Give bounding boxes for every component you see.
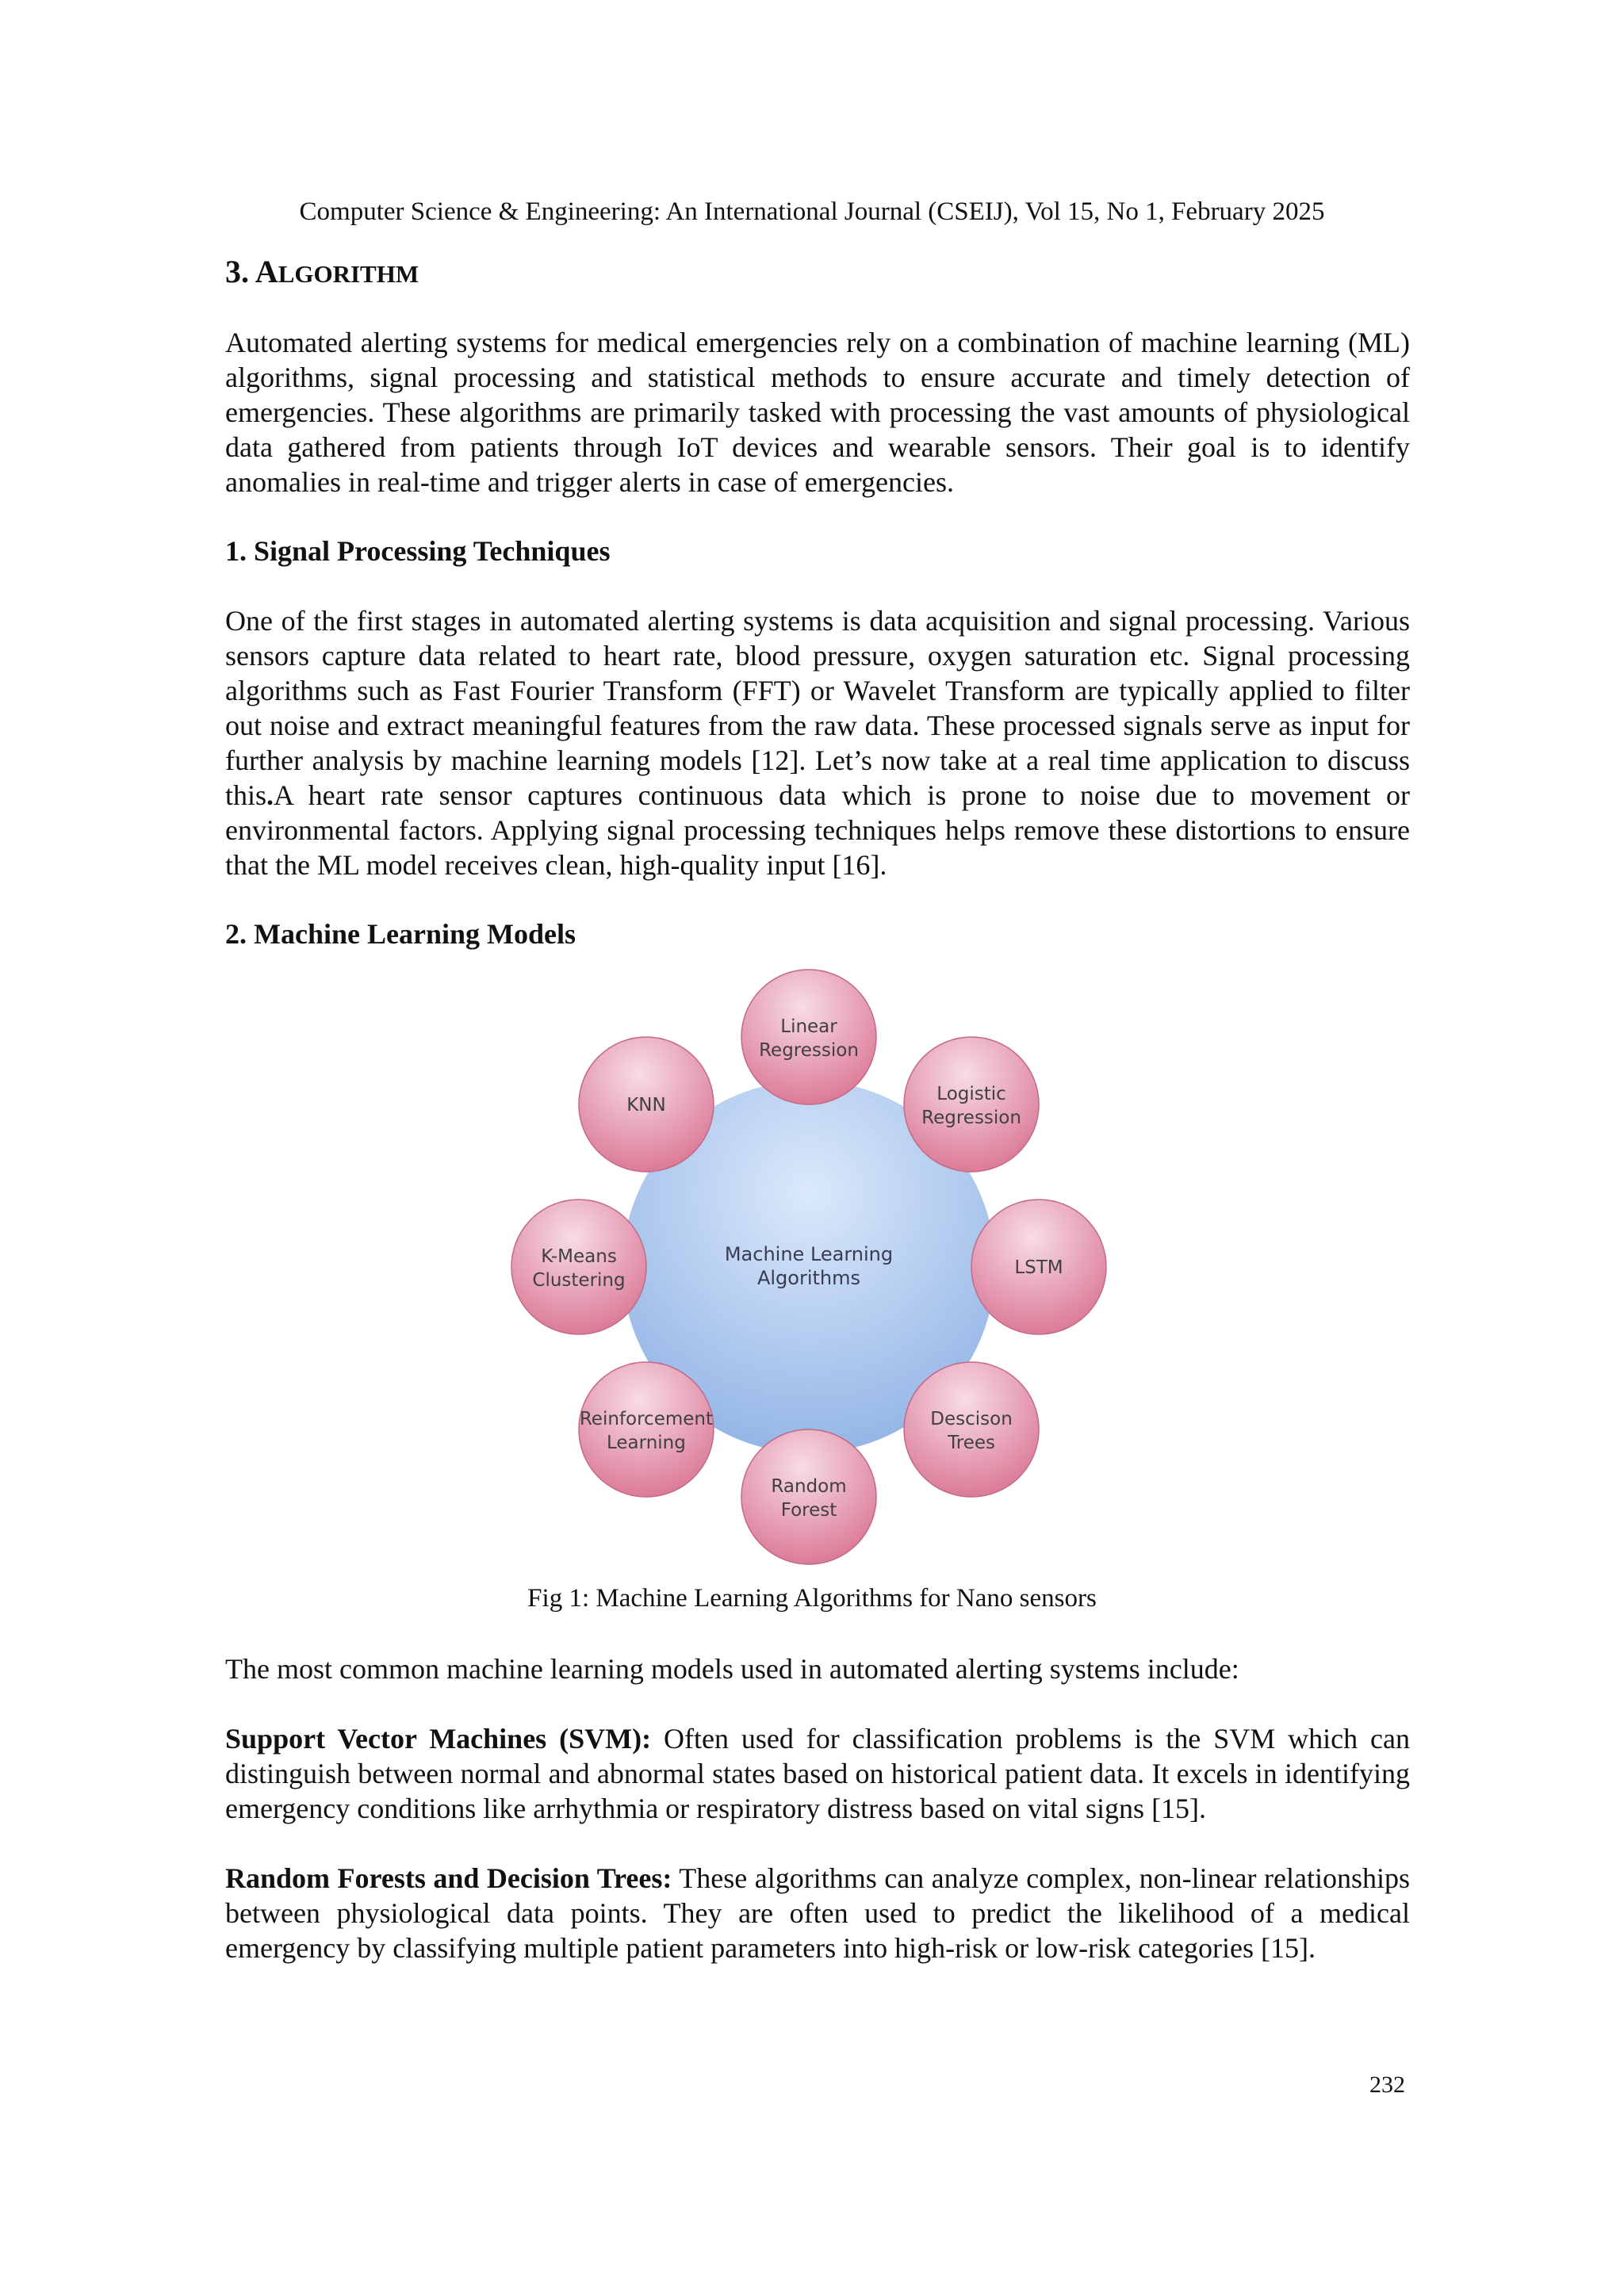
algorithm-node [741, 970, 876, 1104]
algorithm-node-label: Regression [759, 1040, 859, 1061]
algorithm-node-label: Descison [930, 1409, 1013, 1430]
algorithm-node [904, 1362, 1039, 1497]
algorithm-node [579, 1362, 714, 1497]
algorithm-node-label: Trees [948, 1433, 996, 1454]
svm-text: Often used for classification problems is the SVM which can distinguish between normal and abnormal states based on historical patient data. It excels in identifying emergency conditions like arrhythmia or respiratory distress based on vital signs [15]. [225, 1723, 1410, 1824]
algorithm-node-circle [511, 1200, 646, 1334]
random-forest-paragraph [225, 1861, 1410, 1965]
algorithm-node-label: K-Means [541, 1246, 617, 1267]
subsection-heading-ml-models: 2. Machine Learning Models [225, 918, 576, 950]
algorithm-node-label: Clustering [532, 1270, 626, 1291]
page-number: 232 [1369, 2072, 1405, 2098]
ml-algorithms-figure [508, 966, 1110, 1568]
section-title-initial: A [255, 254, 278, 289]
center-label-line2: Algorithms [756, 1267, 861, 1289]
algorithm-node-label: Logistic [936, 1083, 1006, 1104]
center-label-line1: Machine Learning [724, 1243, 894, 1265]
svm-paragraph [225, 1721, 1410, 1826]
section-title-rest: LGORITHM [278, 260, 419, 288]
bold-period: . [266, 779, 274, 811]
random-forest-text: These algorithms can analyze complex, non-linear relationships between physiological data points. They are often used to predict the likelihood of a medical emergency by classifying multiple patient parameters into high-risk or low-risk categories [15]. [225, 1862, 1410, 1964]
algorithm-node-label: Learning [607, 1433, 686, 1454]
algorithm-node-label: Forest [780, 1500, 837, 1521]
algorithm-node-label: Regression [921, 1107, 1021, 1128]
algorithm-node-label: Random [771, 1476, 847, 1497]
svm-term: Support Vector Machines (SVM): [225, 1723, 652, 1755]
algorithm-node [904, 1037, 1039, 1172]
algorithm-node-circle [741, 970, 876, 1104]
algorithm-node [511, 1200, 646, 1334]
algorithm-node-label: Reinforcement [579, 1409, 714, 1430]
figure-caption: Fig 1: Machine Learning Algorithms for Nano sensors [527, 1584, 1097, 1613]
section-number: 3. [225, 254, 249, 289]
section-heading [225, 252, 419, 294]
random-forest-term: Random Forests and Decision Trees: [225, 1862, 672, 1894]
signal-processing-paragraph [225, 603, 1410, 882]
algorithm-node [741, 1429, 876, 1564]
intro-paragraph: Automated alerting systems for medical emergencies rely on a combination of machine learning (ML) algorithms, signal processing and statistical methods to ensure accurate and timely detection of emergencies. These algorithms are primarily tasked with processing the vast amounts of physiological data gathered from patients through IoT devices and wearable sensors. Their goal is to identify anomalies in real-time and trigger alerts in case of emergencies. [225, 327, 1410, 498]
models-intro-paragraph: The most common machine learning models used in automated alerting systems include: [225, 1653, 1239, 1685]
running-header: Computer Science & Engineering: An International Journal (CSEIJ), Vol 15, No 1, February 2025 [299, 197, 1325, 226]
algorithm-node-circle [741, 1429, 876, 1564]
ml-algorithms-diagram [508, 966, 1110, 1568]
algorithm-node [579, 1037, 714, 1172]
algorithm-node-label: KNN [626, 1094, 666, 1115]
signal-processing-text-a: One of the first stages in automated alerting systems is data acquisition and signal processing. Various sensors capture data related to heart rate, blood pressure, oxygen saturation etc. Signal processing algorithms such as Fast Fourier Transform (FFT) or Wavelet Transform are typically applied to filter out noise and extract meaningful features from the raw data. These processed signals serve as input for further analysis by machine learning models [12]. Let’s now take at a real time application to discuss this [225, 605, 1410, 811]
algorithm-node [971, 1200, 1106, 1334]
algorithm-node-label: LSTM [1014, 1257, 1063, 1278]
subsection-heading-signal-processing: 1. Signal Processing Techniques [225, 535, 611, 567]
signal-processing-text-b: A heart rate sensor captures continuous data which is prone to noise due to movement or environmental factors. Applying signal processing techniques helps remove these distortions to ensure that the ML model receives clean, high-quality input [16]. [225, 779, 1410, 881]
algorithm-node-label: Linear [780, 1016, 837, 1037]
